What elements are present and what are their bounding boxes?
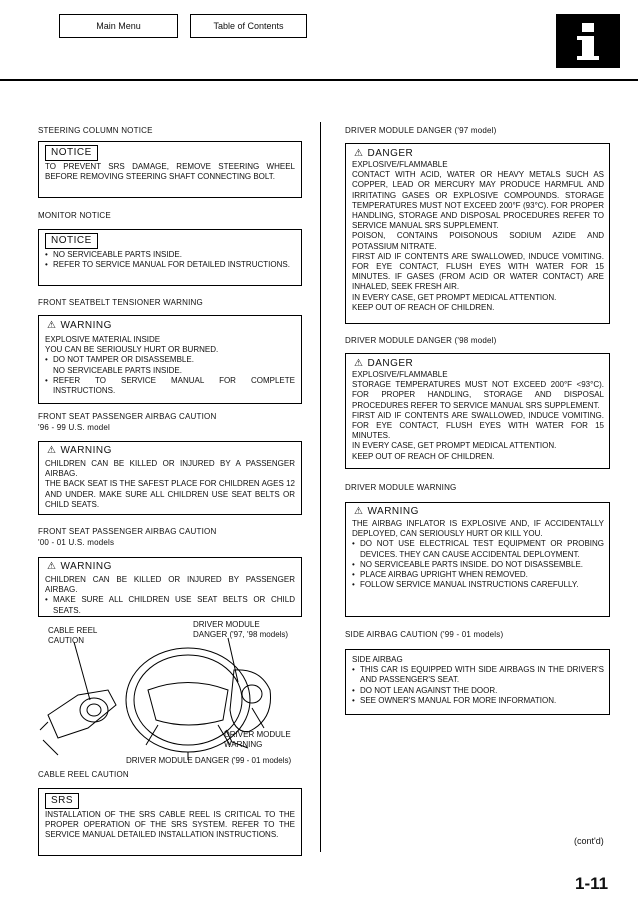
steering-column-heading: STEERING COLUMN NOTICE — [38, 126, 153, 135]
monitor-bullets — [45, 250, 295, 270]
danger-97-label-box — [345, 143, 610, 324]
srs-tag: SRS — [45, 793, 79, 809]
side-airbag-text: SIDE AIRBAG • THIS CAR IS EQUIPPED WITH SIDE AIRBAGS IN THE DRIVER'S AND PASSENGER'S SEAT. • DO NOT LEAN AGAINST THE DOOR. • SEE OWNER'S MANUAL FOR MORE INFORMATION. — [352, 655, 604, 706]
warning-tag: ⚠ WARNING — [42, 444, 117, 458]
driver-module-warning-label: DRIVER MODULE WARNING — [224, 730, 291, 749]
list-item: • PLACE AIRBAG UPRIGHT WHEN REMOVED. — [352, 570, 604, 580]
list-item: • DO NOT LEAN AGAINST THE DOOR. — [352, 686, 604, 696]
warning-triangle-icon: ⚠ — [47, 561, 57, 572]
danger-98-heading: DRIVER MODULE DANGER ('98 model) — [345, 336, 497, 345]
warning-triangle-icon: ⚠ — [354, 148, 364, 159]
steering-wheel-illustration — [38, 620, 300, 770]
monitor-label-box — [38, 229, 302, 286]
passenger-96-label-box — [38, 441, 302, 515]
side-airbag-heading: SIDE AIRBAG CAUTION ('99 - 01 models) — [345, 630, 504, 639]
driver-module-danger-label: DRIVER MODULE DANGER ('97, '98 models) — [193, 620, 289, 639]
list-item: • NO SERVICEABLE PARTS INSIDE. DO NOT DISASSEMBLE. — [352, 560, 604, 570]
column-divider — [320, 122, 321, 852]
list-item: • REFER TO SERVICE MANUAL FOR DETAILED INSTRUCTIONS. — [45, 260, 295, 270]
cable-reel-text: INSTALLATION OF THE SRS CABLE REEL IS CRITICAL TO THE PROPER OPERATION OF THE SRS SYSTEM. REFER TO THE SERVICE MANUAL DETAILED INSTALLATION INSTRUCTIONS. — [45, 810, 295, 840]
seatbelt-label-box — [38, 315, 302, 404]
list-item: • DO NOT USE ELECTRICAL TEST EQUIPMENT OR PROBING DEVICES. THEY CAN CAUSE ACCIDENTAL DEPLOYMENT. — [352, 539, 604, 559]
warning-tag: ⚠ WARNING — [42, 560, 117, 574]
warning-triangle-icon: ⚠ — [354, 506, 364, 517]
list-item: • NO SERVICEABLE PARTS INSIDE. — [45, 250, 295, 260]
warning-triangle-icon: ⚠ — [47, 320, 57, 331]
monitor-heading: MONITOR NOTICE — [38, 211, 111, 220]
steering-column-text: TO PREVENT SRS DAMAGE, REMOVE STEERING WHEEL BEFORE REMOVING STEERING SHAFT CONNECTING BOLT. — [45, 162, 295, 182]
cable-reel-caution-label: CABLE REEL CAUTION — [48, 626, 98, 645]
passenger-96-heading: FRONT SEAT PASSENGER AIRBAG CAUTION — [38, 412, 217, 421]
passenger-00-text: CHILDREN CAN BE KILLED OR INJURED BY PASSENGER AIRBAG. • MAKE SURE ALL CHILDREN USE SEAT BELTS OR CHILD SEATS. — [45, 575, 295, 616]
driver-warning-label-box — [345, 502, 610, 617]
cable-reel-label-box — [38, 788, 302, 856]
danger-97-heading: DRIVER MODULE DANGER ('97 model) — [345, 126, 497, 135]
warning-triangle-icon: ⚠ — [354, 358, 364, 369]
side-airbag-label-box — [345, 649, 610, 715]
warning-tag: ⚠ WARNING — [349, 505, 424, 519]
driver-warning-text: THE AIRBAG INFLATOR IS EXPLOSIVE AND, IF ACCIDENTALLY DEPLOYED, CAN SERIOUSLY HURT OR KILL YOU. • DO NOT USE ELECTRICAL TEST EQUIPMENT OR PROBING DEVICES. THEY CAN CAUSE ACCIDENTAL DEPLOYMENT. • NO SERVICEABLE PARTS INSIDE. DO NOT DISASSEMBLE. • PLACE AIRBAG UPRIGHT WHEN REMOVED. • FOLLOW SERVICE MANUAL INSTRUCTIONS CAREFULLY. — [352, 519, 604, 590]
warning-tag: ⚠ WARNING — [42, 319, 117, 333]
danger-98-text: EXPLOSIVE/FLAMMABLE STORAGE TEMPERATURES MUST NOT EXCEED 200°F <93°C). FOR PROPER HANDLING, STORAGE AND DISPOSAL PROCEDURES REFER TO SERVICE MANUAL SRS SUPPLEMENT. FIRST AID IF CONTENTS ARE SWALLOWED, INDUCE VOMITING. FOR EYE CONTACT, FLUSH EYES WITH WATER FOR 15 MINUTES. IN EVERY CASE, GET PROMPT MEDICAL ATTENTION. KEEP OUT OF REACH OF CHILDREN. — [352, 370, 604, 461]
danger-98-label-box — [345, 353, 610, 469]
cable-reel-heading: CABLE REEL CAUTION — [38, 770, 129, 779]
passenger-00-label-box — [38, 557, 302, 617]
driver-warning-heading: DRIVER MODULE WARNING — [345, 483, 457, 492]
passenger-96-subheading: '96 - 99 U.S. model — [38, 423, 111, 432]
info-icon — [556, 14, 620, 68]
warning-triangle-icon: ⚠ — [47, 445, 57, 456]
steering-column-label-box — [38, 141, 302, 198]
list-item: • SEE OWNER'S MANUAL FOR MORE INFORMATION. — [352, 696, 604, 706]
list-item: • FOLLOW SERVICE MANUAL INSTRUCTIONS CAREFULLY. — [352, 580, 604, 590]
list-item: • DO NOT TAMPER OR DISASSEMBLE. — [45, 355, 295, 365]
main-menu-button[interactable]: Main Menu — [59, 14, 178, 38]
seatbelt-text: EXPLOSIVE MATERIAL INSIDE YOU CAN BE SERIOUSLY HURT OR BURNED. • DO NOT TAMPER OR DISASSEMBLE. NO SERVICEABLE PARTS INSIDE. • REFER TO SERVICE MANUAL FOR COMPLETE INSTRUCTIONS. — [45, 335, 295, 396]
passenger-00-heading: FRONT SEAT PASSENGER AIRBAG CAUTION — [38, 527, 217, 536]
passenger-96-text: CHILDREN CAN BE KILLED OR INJURED BY A PASSENGER AIRBAG. THE BACK SEAT IS THE SAFEST PLACE FOR CHILDREN AGES 12 AND UNDER. MAKE SURE ALL CHILDREN USE SEAT BELTS OR CHILD SEATS. — [45, 459, 295, 509]
list-item: • THIS CAR IS EQUIPPED WITH SIDE AIRBAGS IN THE DRIVER'S AND PASSENGER'S SEAT. — [352, 665, 604, 685]
continued-label: (cont'd) — [574, 836, 604, 846]
seatbelt-heading: FRONT SEATBELT TENSIONER WARNING — [38, 298, 203, 307]
passenger-00-subheading: '00 - 01 U.S. models — [38, 538, 115, 547]
header-rule — [0, 79, 638, 81]
list-item: • REFER TO SERVICE MANUAL FOR COMPLETE INSTRUCTIONS. — [45, 376, 295, 396]
danger-97-text: EXPLOSIVE/FLAMMABLE CONTACT WITH ACID, WATER OR HEAVY METALS SUCH AS COPPER, LEAD OR MERCURY MAY PRODUCE HARMFUL AND IRRITATING GASES OR EXPLOSIVE COMPOUNDS. STORAGE TEMPERATURES MUST NOT EXCEED 200°F (93°C). FOR PROPER HANDLING, STORAGE AND DISPOSAL PROCEDURES REFER TO SERVICE MANUAL SRS SUPPLEMENT. POISON, CONTAINS POISONOUS SODIUM AZIDE AND POTASSIUM NITRATE. FIRST AID IF CONTENTS ARE SWALLOWED, INDUCE VOMITING. FOR EYE CONTACT, FLUSH EYES WITH WATER FOR 15 MINUTES. IF GASES (FROM ACID OR WATER CONTACT) ARE INHALED, SEEK FRESH AIR. IN EVERY CASE, GET PROMPT MEDICAL ATTENTION. KEEP OUT OF REACH OF CHILDREN. — [352, 160, 604, 312]
driver-module-danger-99-label: DRIVER MODULE DANGER ('99 - 01 models) — [126, 756, 292, 765]
danger-tag: ⚠ DANGER — [349, 357, 418, 371]
notice-tag: NOTICE — [45, 145, 98, 161]
page-number: 1-11 — [575, 874, 609, 893]
table-of-contents-button[interactable]: Table of Contents — [190, 14, 307, 38]
danger-tag: ⚠ DANGER — [349, 147, 418, 161]
list-item: • MAKE SURE ALL CHILDREN USE SEAT BELTS OR CHILD SEATS. — [45, 595, 295, 615]
notice-tag: NOTICE — [45, 233, 98, 249]
